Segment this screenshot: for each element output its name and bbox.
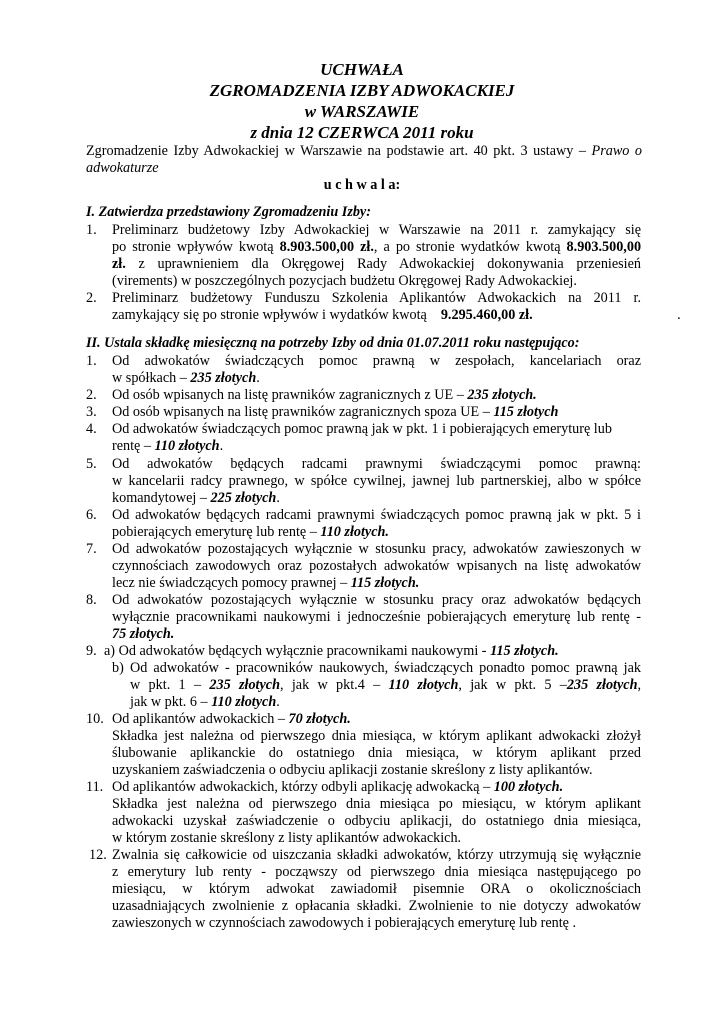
s2-item-4-line-2: rentę – 110 złotych.: [112, 438, 224, 454]
section-2-heading: II. Ustala składkę miesięczną na potrzeby Izby od dnia 01.07.2011 roku następująco:: [86, 335, 580, 351]
s1-item-2-line-1: Preliminarz budżetowy Funduszu Szkolenia Aplikantów Adwokackich na 2011 r.: [112, 290, 641, 306]
s1-item-1-line-3: zł. z uprawnieniem dla Okręgowej Rady Adwokackiej dokonywania przeniesień: [112, 256, 642, 272]
s2-item-12-line-3: miesiącu, w którym adwokat zawiadomił pisemnie ORA o okolicznościach: [112, 881, 641, 897]
s2-item-8-line-2: wyłącznie pracownikami naukowymi i jednocześnie pobierających emeryturę lub rentę -: [112, 609, 641, 625]
uchwala-label: u c h w a l a:: [323, 177, 401, 193]
s2-item-6-num: 6.: [86, 507, 97, 523]
s2-item-12-line-1: Zwalnia się całkowicie od uiszczania składki adwokatów, którzy utrzymują się wyłącznie: [112, 847, 641, 863]
s2-item-12-line-2: z emerytury lub renty - począwszy od pierwszego dnia miesiąca następującego po: [112, 864, 641, 880]
s2-item-10-num: 10.: [86, 711, 104, 727]
title-line-1: UCHWAŁA: [320, 60, 404, 79]
s2-item-11-line-3: adwokacki uzyskał zaświadczenie o odbyciu aplikacji, do ostatniego dnia miesiąca,: [112, 813, 641, 829]
s2-item-9a-line-1: a) Od adwokatów będących wyłącznie pracownikami naukowymi - 115 złotych.: [104, 643, 559, 659]
section-1-heading: I. Zatwierdza przedstawiony Zgromadzeniu Izby:: [86, 204, 371, 220]
s2-item-1-line-2: w spółkach – 235 złotych.: [112, 370, 260, 386]
s2-item-11-line-1: Od aplikantów adwokackich, którzy odbyli aplikację adwokacką – 100 złotych.: [112, 779, 564, 795]
s1-item-2-num: 2.: [86, 290, 97, 306]
s2-item-11-line-2: Składka jest należna od pierwszego dnia miesiąca po miesiącu, w którym aplikant: [112, 796, 641, 812]
s2-item-2-num: 2.: [86, 387, 97, 403]
s2-item-7-line-3: lecz nie świadczących pomocy prawnej – 115 złotych.: [112, 575, 420, 591]
s2-item-12-line-5: zawieszonych w czynnościach zawodowych i pobierających emeryturę lub rentę .: [112, 915, 577, 931]
title-date: z dnia 12 CZERWCA 2011 roku: [250, 123, 474, 142]
s2-item-11-line-4: w którym zostanie skreślony z listy aplikantów adwokackich.: [112, 830, 462, 846]
s2-item-7-num: 7.: [86, 541, 97, 557]
title-line-2: ZGROMADZENIA IZBY ADWOKACKIEJ: [209, 81, 515, 100]
s2-item-4-num: 4.: [86, 421, 97, 437]
s1-item-2-line-2: zamykający się po stronie wpływów i wydatków kwotą 9.295.460,00 zł. .: [112, 307, 681, 323]
s2-item-9b-line-2: w pkt. 1 – 235 złotych, jak w pkt.4 – 110 złotych, jak w pkt. 5 –235 złotych,: [130, 677, 642, 693]
s2-item-1-num: 1.: [86, 353, 97, 369]
title-line-3: w WARSZAWIE: [304, 102, 420, 121]
s1-item-1-line-1: Preliminarz budżetowy Izby Adwokackiej w Warszawie na 2011 r. zamykający się: [112, 222, 641, 238]
s2-item-2-line-1: Od osób wpisanych na listę prawników zagranicznych z UE – 235 złotych.: [112, 387, 537, 403]
s2-item-6-line-2: pobierających emeryturę lub rentę – 110 złotych.: [112, 524, 389, 540]
s1-item-1-line-4: (virements) w poszczególnych pozycjach budżetu Okręgowej Rady Adwokackiej.: [112, 273, 577, 289]
s2-item-7-line-2: czynnościach zawodowych oraz pozostałych adwokatów wpisanych na listę adwokatów: [112, 558, 641, 574]
s2-item-8-line-1: Od adwokatów pozostających wyłącznie w stosunku pracy oraz adwokatów będących: [112, 592, 641, 608]
s2-item-9-num: 9.: [86, 643, 97, 659]
s2-item-11-num: 11.: [86, 779, 104, 795]
s1-item-1-num: 1.: [86, 222, 97, 238]
s2-item-5-num: 5.: [86, 456, 97, 472]
s2-item-9b-line-1: b) Od adwokatów - pracowników naukowych, świadczących ponadto pomoc prawną jak: [112, 660, 641, 676]
preamble-line-1: Zgromadzenie Izby Adwokackiej w Warszawie na podstawie art. 40 pkt. 3 ustawy – Prawo o: [86, 143, 642, 159]
s2-item-10-line-3: ślubowanie aplikanckie do ostatniego dnia miesiąca, w którym aplikant przed: [112, 745, 641, 761]
s2-item-10-line-4: uzyskaniem zaświadczenia o odbyciu aplikacji zostanie skreślony z listy aplikantów.: [112, 762, 593, 778]
s2-item-3-line-1: Od osób wpisanych na listę prawników zagranicznych spoza UE – 115 złotych: [112, 404, 559, 420]
s2-item-4-line-1: Od adwokatów świadczących pomoc prawną jak w pkt. 1 i pobierających emeryturę lub: [112, 421, 612, 437]
s2-item-5-line-1: Od adwokatów będących radcami prawnymi świadczącymi pomoc prawną:: [112, 456, 641, 472]
s2-item-7-line-1: Od adwokatów pozostających wyłącznie w stosunku pracy, adwokatów zawieszonych w: [112, 541, 641, 557]
s2-item-8-line-3: 75 złotych.: [112, 626, 175, 642]
s1-item-1-line-2: po stronie wpływów kwotą 8.903.500,00 zł., a po stronie wydatków kwotą 8.903.500,00: [112, 239, 642, 255]
s2-item-10-line-1: Od aplikantów adwokackich – 70 złotych.: [112, 711, 351, 727]
s2-item-10-line-2: Składka jest należna od pierwszego dnia miesiąca, w którym aplikant adwokacki złożył: [112, 728, 641, 744]
s2-item-12-num: 12.: [89, 847, 107, 863]
s2-item-6-line-1: Od adwokatów będących radcami prawnymi świadczących pomoc prawną jak w pkt. 5 i: [112, 507, 641, 523]
s2-item-9b-line-3: jak w pkt. 6 – 110 złotych.: [130, 694, 280, 710]
s2-item-3-num: 3.: [86, 404, 97, 420]
s2-item-8-num: 8.: [86, 592, 97, 608]
s2-item-5-line-2: w kancelarii radcy prawnego, w spółce cywilnej, jawnej lub partnerskiej, albo w spółce: [112, 473, 641, 489]
s2-item-5-line-3: komandytowej – 225 złotych.: [112, 490, 280, 506]
preamble-line-2: adwokaturze: [86, 160, 159, 176]
s2-item-1-line-1: Od adwokatów świadczących pomoc prawną w zespołach, kancelariach oraz: [112, 353, 641, 369]
s2-item-12-line-4: uzasadniających zwolnienie z opłacania składki. Zwolnienie to nie dotyczy adwokatów: [112, 898, 641, 914]
